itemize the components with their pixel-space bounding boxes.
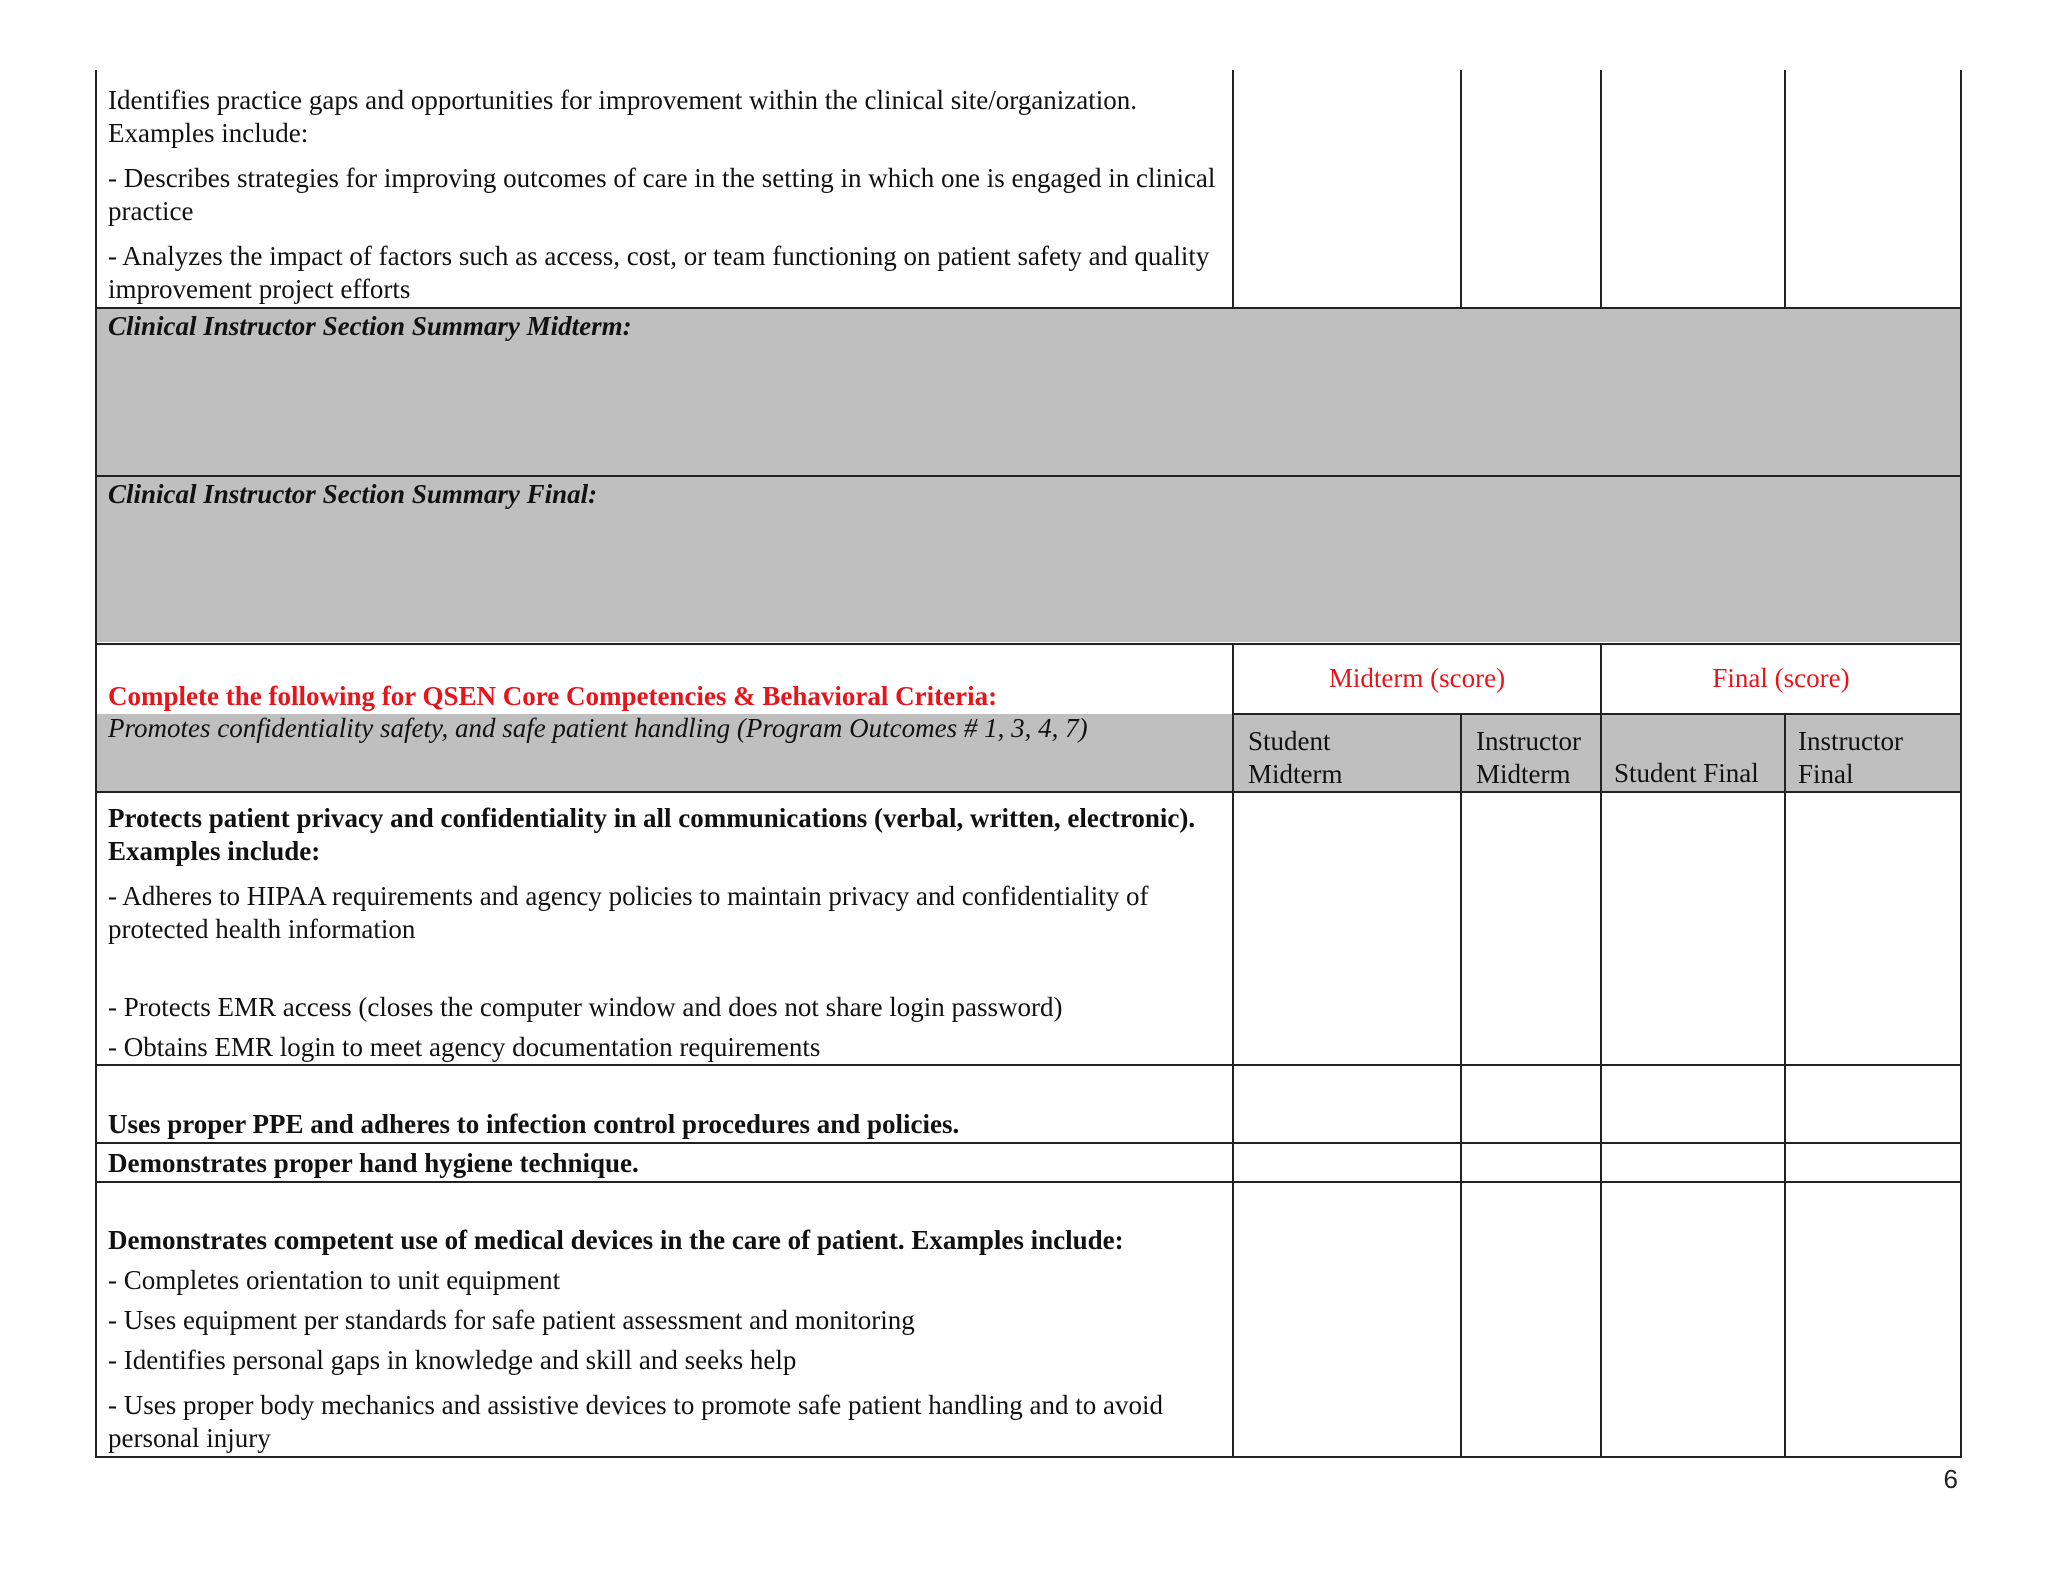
page-number: 6 bbox=[1943, 1464, 1958, 1494]
final-score-header: Final (score) bbox=[1712, 663, 1850, 693]
devices-title: Demonstrates competent use of medical devices in the care of patient. Examples include: bbox=[108, 1225, 1124, 1255]
qsen-heading: Complete the following for QSEN Core Competencies & Behavioral Criteria: bbox=[108, 681, 998, 711]
devices-item: - Identifies personal gaps in knowledge and skill and seeks help bbox=[108, 1345, 797, 1375]
column-header-instructor-final: Instructor Final bbox=[1798, 726, 1903, 789]
summary-midterm-label: Clinical Instructor Section Summary Midterm: bbox=[108, 311, 632, 341]
qsen-subheading: Promotes confidentiality safety, and safe patient handling (Program Outcomes # 1, 3, 4, 7) bbox=[108, 713, 1088, 743]
privacy-item: - Obtains EMR login to meet agency documentation requirements bbox=[108, 1032, 821, 1062]
column-header-student-final: Student Final bbox=[1614, 758, 1759, 788]
column-divider bbox=[1784, 70, 1786, 308]
practice-gaps-item: - Analyzes the impact of factors such as access, cost, or team functioning on patient safety and quality improvement project efforts bbox=[108, 241, 1210, 304]
devices-criteria-cell bbox=[108, 1224, 1218, 1455]
privacy-item: - Adheres to HIPAA requirements and agency policies to maintain privacy and confidentiality of protected health information bbox=[108, 881, 1149, 944]
summary-final-label: Clinical Instructor Section Summary Final: bbox=[108, 479, 598, 509]
column-divider bbox=[1460, 713, 1462, 1458]
devices-item: - Uses equipment per standards for safe patient assessment and monitoring bbox=[108, 1305, 915, 1335]
devices-item: - Uses proper body mechanics and assistive devices to promote safe patient handling and to avoid personal injury bbox=[108, 1390, 1163, 1453]
row-divider bbox=[95, 475, 1962, 477]
column-divider bbox=[1232, 70, 1234, 308]
column-header-student-midterm: Student Midterm bbox=[1248, 726, 1343, 789]
privacy-criteria-cell bbox=[108, 802, 1218, 1064]
row-divider bbox=[1232, 713, 1962, 715]
practice-gaps-cell bbox=[108, 84, 1218, 306]
privacy-item: - Protects EMR access (closes the computer window and does not share login password) bbox=[108, 992, 1063, 1022]
column-divider bbox=[1232, 643, 1234, 1458]
row-divider bbox=[95, 1181, 1962, 1183]
row-divider bbox=[95, 643, 1962, 645]
midterm-score-header: Midterm (score) bbox=[1328, 663, 1506, 693]
row-divider bbox=[95, 1064, 1962, 1066]
hygiene-criteria: Demonstrates proper hand hygiene technique. bbox=[108, 1148, 639, 1178]
table-border-left bbox=[95, 70, 97, 1458]
row-divider bbox=[95, 1456, 1962, 1458]
column-divider bbox=[1460, 70, 1462, 308]
devices-item: - Completes orientation to unit equipment bbox=[108, 1265, 561, 1295]
column-divider bbox=[1600, 643, 1602, 1458]
ppe-criteria: Uses proper PPE and adheres to infection control procedures and policies. bbox=[108, 1109, 960, 1139]
column-divider bbox=[1784, 713, 1786, 1458]
practice-gaps-title: Identifies practice gaps and opportunities for improvement within the clinical site/organization. Examples include: bbox=[108, 85, 1137, 148]
table-border-right bbox=[1960, 70, 1962, 1458]
row-divider bbox=[95, 307, 1962, 309]
column-header-instructor-midterm: Instructor Midterm bbox=[1476, 726, 1581, 789]
privacy-title: Protects patient privacy and confidentiality in all communications (verbal, written, electronic). Examples include: bbox=[108, 803, 1196, 866]
row-divider bbox=[95, 791, 1962, 793]
row-divider bbox=[95, 1142, 1962, 1144]
practice-gaps-item: - Describes strategies for improving outcomes of care in the setting in which one is engaged in clinical practice bbox=[108, 163, 1216, 226]
column-divider bbox=[1600, 70, 1602, 308]
